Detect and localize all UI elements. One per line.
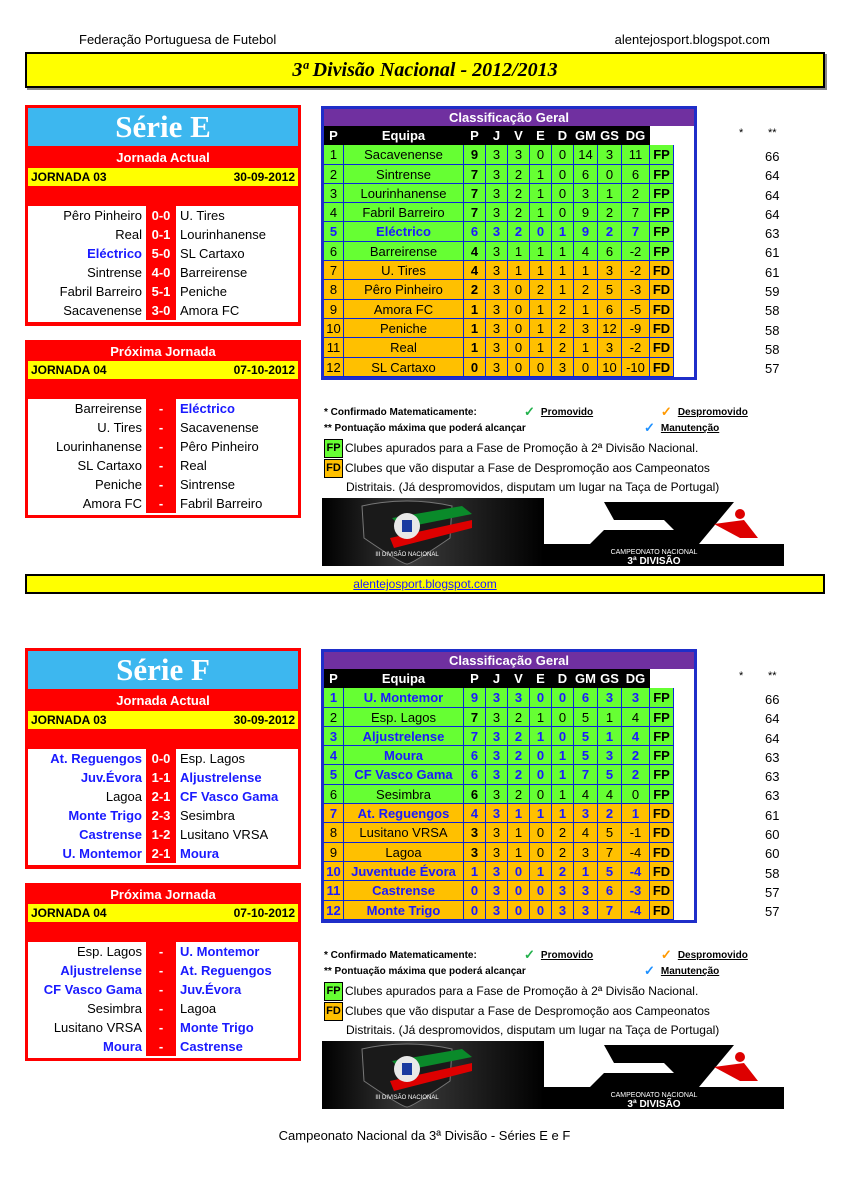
svg-text:3ª DIVISÃO: 3ª DIVISÃO xyxy=(627,1099,681,1109)
jornada-actual-label: Jornada Actual xyxy=(25,148,301,167)
page-footer: Campeonato Nacional da 3ª Divisão - Séries E e F xyxy=(278,1128,571,1143)
serie-title: Série F xyxy=(28,651,298,689)
table-row: 10 Peniche 1 3 0 1 2 3 12 -9 FD xyxy=(324,319,694,338)
fp-badge: FP xyxy=(324,982,343,1001)
fixture-row: Moura - Castrense xyxy=(103,1039,243,1054)
proxima-label: Próxima Jornada xyxy=(25,342,301,361)
table-row: 12 SL Cartaxo 0 3 0 0 3 0 10 -10 FD xyxy=(324,358,694,377)
star-col-2: ** xyxy=(768,127,777,139)
check-blue-icon: ✓ xyxy=(644,420,655,435)
results-list xyxy=(28,749,298,865)
fixture-row: Barreirense - Eléctrico xyxy=(74,401,235,416)
max-points: 66 64 64 64 63 61 61 59 58 58 58 57 xyxy=(765,149,780,377)
fixture-row: SL Cartaxo - Real xyxy=(77,458,207,473)
fp-badge: FP xyxy=(324,439,343,458)
table-row: 7 U. Tires 4 3 1 1 1 1 3 -2 FD xyxy=(324,261,694,280)
standings-table xyxy=(321,106,697,380)
svg-text:3ª DIVISÃO: 3ª DIVISÃO xyxy=(627,556,681,566)
check-green-icon: ✓ xyxy=(524,404,535,419)
table-header: P Equipa P J V E D GM GS DG xyxy=(324,126,694,145)
proxima-label: Próxima Jornada xyxy=(25,885,301,904)
table-row: 12 Monte Trigo 0 3 0 0 3 3 7 -4 FD xyxy=(324,901,694,920)
max-points: 66 64 64 63 63 63 61 60 60 58 57 57 xyxy=(765,692,780,920)
result-row: Juv.Évora 1-1 Aljustrelense xyxy=(80,770,262,785)
serie-title: Série E xyxy=(28,108,298,146)
table-row: 8 Lusitano VRSA 3 3 1 0 2 4 5 -1 FD xyxy=(324,823,694,842)
fixture-row: CF Vasco Gama - Juv.Évora xyxy=(43,982,242,997)
check-green-icon: ✓ xyxy=(524,947,535,962)
svg-text:III DIVISÃO NACIONAL: III DIVISÃO NACIONAL xyxy=(375,1095,439,1101)
fixture-row: Peniche - Sintrense xyxy=(95,477,235,492)
blog-url[interactable]: alentejosport.blogspot.com xyxy=(614,32,770,47)
fixture-row: Lourinhanense - Pêro Pinheiro xyxy=(55,439,259,454)
table-row: 5 CF Vasco Gama 6 3 2 0 1 7 5 2 FP xyxy=(324,765,694,784)
table-row: 9 Lagoa 3 3 1 0 2 3 7 -4 FD xyxy=(324,843,694,862)
jornada-row: JORNADA 03 30-09-2012 xyxy=(28,168,298,186)
divisao-logo xyxy=(322,498,544,566)
results-list xyxy=(28,206,298,322)
fd-badge: FD xyxy=(324,1002,343,1021)
result-row: Sintrense 4-0 Barreirense xyxy=(87,265,248,280)
page-title: 3ª Divisão Nacional - 2012/2013 xyxy=(25,52,825,88)
result-row: Real 0-1 Lourinhanense xyxy=(115,227,267,242)
campeonato-logo xyxy=(544,1041,784,1109)
table-title: Classificação Geral xyxy=(324,652,694,669)
table-row: 7 At. Reguengos 4 3 1 1 1 3 2 1 FD xyxy=(324,804,694,823)
next-jornada-row: JORNADA 04 07-10-2012 xyxy=(28,361,298,379)
table-header: P Equipa P J V E D GM GS DG xyxy=(324,669,694,688)
result-row: Castrense 1-2 Lusitano VRSA xyxy=(79,827,269,842)
check-orange-icon: ✓ xyxy=(660,947,672,962)
svg-text:CAMPEONATO NACIONAL: CAMPEONATO NACIONAL xyxy=(610,549,698,556)
svg-text:CAMPEONATO NACIONAL: CAMPEONATO NACIONAL xyxy=(610,1092,698,1099)
table-row: 2 Sintrense 7 3 2 1 0 6 0 6 FP xyxy=(324,165,694,184)
result-row: Monte Trigo 2-3 Sesimbra xyxy=(68,808,235,823)
table-row: 3 Lourinhanense 7 3 2 1 0 3 1 2 FP xyxy=(324,184,694,203)
next-list xyxy=(28,399,298,515)
table-row: 6 Sesimbra 6 3 2 0 1 4 4 0 FP xyxy=(324,785,694,804)
result-row: U. Montemor 2-1 Moura xyxy=(62,846,219,861)
table-title: Classificação Geral xyxy=(324,109,694,126)
star-col-1: * xyxy=(739,127,744,139)
fixture-row: Aljustrelense - At. Reguengos xyxy=(60,963,272,978)
federation-name: Federação Portuguesa de Futebol xyxy=(79,32,277,47)
result-row: Sacavenense 3-0 Amora FC xyxy=(63,303,240,318)
table-row: 9 Amora FC 1 3 0 1 2 1 6 -5 FD xyxy=(324,300,694,319)
next-jornada-row: JORNADA 04 07-10-2012 xyxy=(28,904,298,922)
table-row: 4 Moura 6 3 2 0 1 5 3 2 FP xyxy=(324,746,694,765)
campeonato-logo xyxy=(544,498,784,566)
fixture-row: Lusitano VRSA - Monte Trigo xyxy=(53,1020,254,1035)
table-row: 2 Esp. Lagos 7 3 2 1 0 5 1 4 FP xyxy=(324,708,694,727)
next-list xyxy=(28,942,298,1058)
table-row: 5 Eléctrico 6 3 2 0 1 9 2 7 FP xyxy=(324,222,694,241)
table-row: 10 Juventude Évora 1 3 0 1 2 1 5 -4 FD xyxy=(324,862,694,881)
table-row: 6 Barreirense 4 3 1 1 1 4 6 -2 FP xyxy=(324,242,694,261)
result-row: Eléctrico 5-0 SL Cartaxo xyxy=(87,246,245,261)
middle-link[interactable]: alentejosport.blogspot.com xyxy=(25,574,825,594)
fixture-row: Esp. Lagos - U. Montemor xyxy=(76,944,260,959)
standings-table xyxy=(321,649,697,923)
star-col-2: ** xyxy=(768,670,777,682)
result-row: Fabril Barreiro 5-1 Peniche xyxy=(59,284,227,299)
table-row: 1 Sacavenense 9 3 3 0 0 14 3 11 FP xyxy=(324,145,694,164)
legend: * Confirmado Matematicamente: ✓ Promovido ✓ Despromovido ** Pontuação máxima que poderá alcançar ✓ Manutenção FP Clubes apurados para a Fase de Promoção à 2ª Divisão Nacional. FD Clubes que vão disputar a Fase de Despromoção aos Campeonatos Distritais. (Já despromovidos, disputam um lugar na Taça de Portugal) xyxy=(324,947,748,1037)
fixture-row: U. Tires - Sacavenense xyxy=(97,420,259,435)
svg-text:III DIVISÃO NACIONAL: III DIVISÃO NACIONAL xyxy=(375,552,439,558)
fixture-row: Amora FC - Fabril Barreiro xyxy=(82,496,263,511)
jornada-row: JORNADA 03 30-09-2012 xyxy=(28,711,298,729)
table-row: 8 Pêro Pinheiro 2 3 0 2 1 2 5 -3 FD xyxy=(324,280,694,299)
result-row: At. Reguengos 0-0 Esp. Lagos xyxy=(50,751,246,766)
fixture-row: Sesimbra - Lagoa xyxy=(87,1001,217,1016)
result-row: Pêro Pinheiro 0-0 U. Tires xyxy=(63,208,225,223)
fd-badge: FD xyxy=(324,459,343,478)
divisao-logo xyxy=(322,1041,544,1109)
result-row: Lagoa 2-1 CF Vasco Gama xyxy=(105,789,279,804)
table-row: 4 Fabril Barreiro 7 3 2 1 0 9 2 7 FP xyxy=(324,203,694,222)
jornada-actual-label: Jornada Actual xyxy=(25,691,301,710)
table-row: 11 Castrense 0 3 0 0 3 3 6 -3 FD xyxy=(324,881,694,900)
check-blue-icon: ✓ xyxy=(644,963,655,978)
legend: * Confirmado Matematicamente: ✓ Promovido ✓ Despromovido ** Pontuação máxima que poderá alcançar ✓ Manutenção FP Clubes apurados para a Fase de Promoção à 2ª Divisão Nacional. FD Clubes que vão disputar a Fase de Despromoção aos Campeonatos Distritais. (Já despromovidos, disputam um lugar na Taça de Portugal) xyxy=(324,404,748,494)
table-row: 1 U. Montemor 9 3 3 0 0 6 3 3 FP xyxy=(324,688,694,707)
check-orange-icon: ✓ xyxy=(660,404,672,419)
table-row: 3 Aljustrelense 7 3 2 1 0 5 1 4 FP xyxy=(324,727,694,746)
star-col-1: * xyxy=(739,670,744,682)
table-row: 11 Real 1 3 0 1 2 1 3 -2 FD xyxy=(324,338,694,357)
